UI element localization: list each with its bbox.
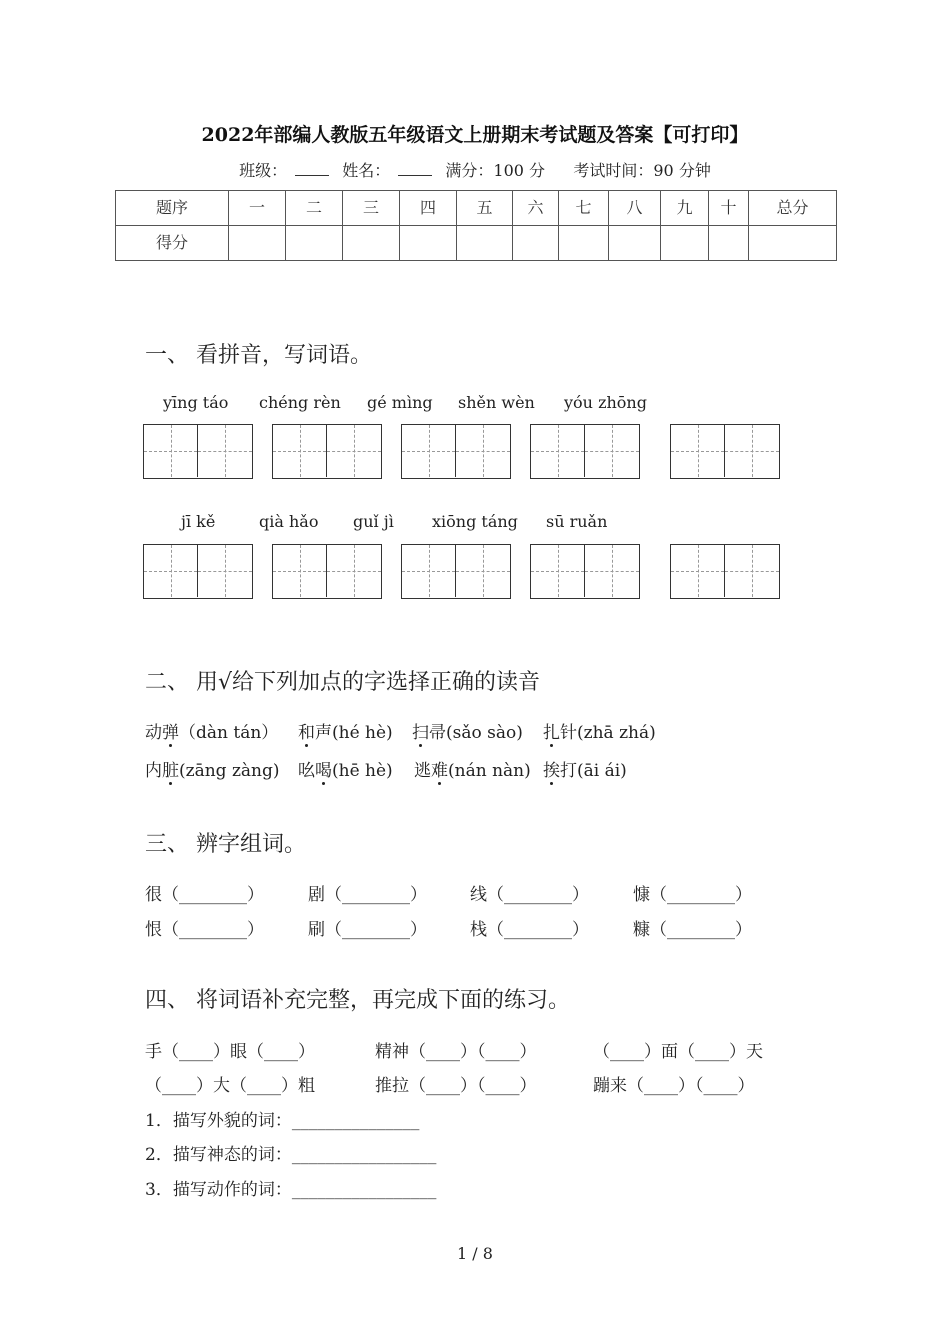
pinyin-label: yīng táo <box>163 393 229 412</box>
table-cell: 八 <box>609 191 661 226</box>
class-blank <box>295 163 329 176</box>
pinyin-label: xiōng táng <box>432 512 518 531</box>
pinyin-label: guǐ jì <box>353 512 394 531</box>
writing-box[interactable] <box>401 544 511 599</box>
dotted-char: 喝 <box>315 761 332 781</box>
writing-box[interactable] <box>401 424 511 479</box>
writing-box[interactable] <box>530 544 640 599</box>
word-blank-item[interactable]: 糠（________） <box>633 920 752 940</box>
class-label: 班级： <box>239 161 288 180</box>
word-blank-item[interactable]: 栈（________） <box>470 920 589 940</box>
score-cell[interactable] <box>286 226 343 261</box>
table-cell: 七 <box>559 191 609 226</box>
table-cell: 题序 <box>116 191 229 226</box>
table-cell: 四 <box>400 191 457 226</box>
table-cell: 九 <box>661 191 709 226</box>
score-table <box>115 190 837 261</box>
name-label: 姓名： <box>342 161 391 180</box>
writing-box[interactable] <box>670 424 780 479</box>
idiom-blank-item[interactable]: （____）大（____）粗 <box>145 1076 315 1096</box>
exam-time: 考试时间：90 分钟 <box>573 161 711 180</box>
score-table-header <box>116 191 837 226</box>
reading-item: 吆喝(hē hè) <box>298 761 393 781</box>
table-cell: 得分 <box>116 226 229 261</box>
reading-item: 和声(hé hè) <box>298 723 393 743</box>
pinyin-label: gé mìng <box>367 393 433 412</box>
name-blank <box>398 163 432 176</box>
reading-item: 动弹（dàn tán） <box>145 723 279 743</box>
idiom-blank-item[interactable]: （____）面（____）天 <box>593 1042 763 1062</box>
question-1[interactable]: 1．描写外貌的词：_______________ <box>145 1111 420 1131</box>
word-blank-item[interactable]: 很（________） <box>145 885 264 905</box>
idiom-blank-item[interactable]: 推拉（____）（____） <box>375 1076 537 1096</box>
writing-box[interactable] <box>272 544 382 599</box>
document-title: 2022年部编人教版五年级语文上册期末考试题及答案【可打印】 <box>201 124 749 146</box>
section1-heading: 一、 看拼音，写词语。 <box>145 343 372 368</box>
table-cell: 六 <box>513 191 559 226</box>
dotted-char: 扫 <box>412 723 429 743</box>
writing-box[interactable] <box>670 544 780 599</box>
score-cell[interactable] <box>229 226 286 261</box>
reading-item: 挨打(āi ái) <box>543 761 627 781</box>
score-cell[interactable] <box>513 226 559 261</box>
score-table-row <box>116 226 837 261</box>
writing-box[interactable] <box>530 424 640 479</box>
idiom-blank-item[interactable]: 精神（____）（____） <box>375 1042 537 1062</box>
idiom-blank-item[interactable]: 手（____）眼（____） <box>145 1042 315 1062</box>
section2-heading: 二、 用√给下列加点的字选择正确的读音 <box>145 670 541 695</box>
question-2[interactable]: 2．描写神态的词：_________________ <box>145 1145 437 1165</box>
reading-item: 扫帚(sǎo sào) <box>412 723 523 743</box>
reading-item: 扎针(zhā zhá) <box>543 723 656 743</box>
reading-item: 内脏(zāng zàng) <box>145 761 280 781</box>
dotted-char: 弹 <box>162 723 179 743</box>
dotted-char: 扎 <box>543 723 560 743</box>
reading-item: 逃难(nán nàn) <box>414 761 531 781</box>
table-cell: 十 <box>709 191 749 226</box>
pinyin-label: shěn wèn <box>458 393 535 412</box>
word-blank-item[interactable]: 线（________） <box>470 885 589 905</box>
score-cell[interactable] <box>559 226 609 261</box>
table-cell: 二 <box>286 191 343 226</box>
writing-box[interactable] <box>143 544 253 599</box>
score-cell[interactable] <box>661 226 709 261</box>
score-cell[interactable] <box>343 226 400 261</box>
section3-heading: 三、 辨字组词。 <box>145 832 306 857</box>
idiom-blank-item[interactable]: 蹦来（____）（____） <box>593 1076 755 1096</box>
writing-box[interactable] <box>272 424 382 479</box>
score-cell[interactable] <box>400 226 457 261</box>
dotted-char: 脏 <box>162 761 179 781</box>
table-cell: 三 <box>343 191 400 226</box>
section4-heading: 四、 将词语补充完整，再完成下面的练习。 <box>145 988 570 1013</box>
page-number: 1 / 8 <box>457 1244 493 1263</box>
table-cell: 一 <box>229 191 286 226</box>
score-cell[interactable] <box>709 226 749 261</box>
table-cell: 五 <box>457 191 513 226</box>
question-3[interactable]: 3．描写动作的词：_________________ <box>145 1180 437 1200</box>
score-cell[interactable] <box>457 226 513 261</box>
table-cell: 总分 <box>749 191 837 226</box>
exam-info <box>0 158 950 181</box>
writing-box[interactable] <box>143 424 253 479</box>
word-blank-item[interactable]: 刷（________） <box>308 920 427 940</box>
word-blank-item[interactable]: 慷（________） <box>633 885 752 905</box>
score-cell[interactable] <box>609 226 661 261</box>
pinyin-label: yóu zhōng <box>564 393 647 412</box>
dotted-char: 难 <box>431 761 448 781</box>
pinyin-label: qià hǎo <box>259 512 319 531</box>
word-blank-item[interactable]: 剧（________） <box>308 885 427 905</box>
pinyin-label: jī kě <box>181 512 216 531</box>
dotted-char: 和 <box>298 723 315 743</box>
pinyin-label: chéng rèn <box>259 393 341 412</box>
score-cell[interactable] <box>749 226 837 261</box>
dotted-char: 挨 <box>543 761 560 781</box>
word-blank-item[interactable]: 恨（________） <box>145 920 264 940</box>
full-score: 满分：100 分 <box>445 161 546 180</box>
pinyin-label: sū ruǎn <box>546 512 608 531</box>
